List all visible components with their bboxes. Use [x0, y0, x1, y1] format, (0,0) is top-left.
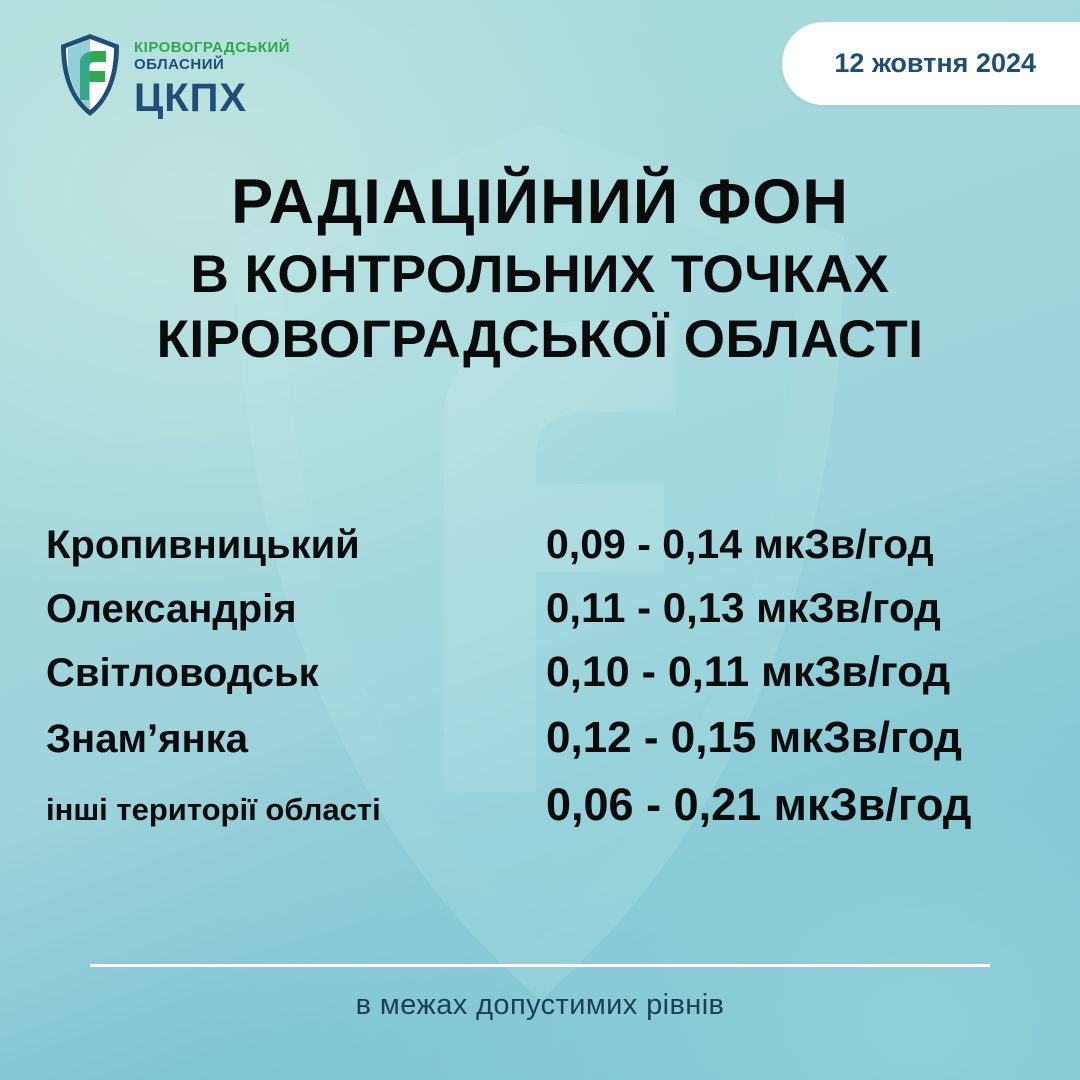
reading-value: 0,11 - 0,13 мкЗв/год: [546, 584, 941, 632]
reading-location: Світловодськ: [46, 651, 319, 696]
reading-location: Кропивницький: [46, 523, 360, 567]
reading-value: 0,12 - 0,15 мкЗв/год: [546, 713, 962, 763]
reading-value: 0,10 - 0,11 мкЗв/год: [546, 648, 951, 697]
logo-wordmark: [134, 32, 290, 118]
logo-line2: ОБЛАСНИЙ: [134, 55, 225, 73]
table-row: [46, 778, 1034, 831]
footer-divider: [90, 964, 990, 967]
title-line-1: РАДІАЦІЙНИЙ ФОН: [231, 167, 849, 237]
table-row: [46, 520, 1034, 569]
title-line-3: КІРОВОГРАДСЬКОЇ ОБЛАСТІ: [156, 310, 924, 370]
logo-line1: КІРОВОГРАДСЬКИЙ: [134, 39, 291, 56]
footer-note: в межах допустимих рівнів: [355, 989, 725, 1021]
shield-logo-icon: [58, 32, 122, 118]
date-badge: 12 жовтня 2024: [782, 22, 1080, 105]
table-row: [46, 583, 1034, 633]
title-line-2: В КОНТРОЛЬНИХ ТОЧКАХ: [190, 245, 890, 305]
page-title: [0, 168, 1080, 372]
reading-value: 0,09 - 0,14 мкЗв/год: [546, 521, 934, 567]
organization-logo: [58, 32, 290, 118]
reading-value: 0,06 - 0,21 мкЗв/год: [546, 779, 972, 831]
readings-table: [0, 520, 1080, 845]
reading-location: Олександрія: [46, 587, 297, 632]
reading-location: Знам’янка: [46, 717, 248, 762]
table-row: [46, 647, 1034, 698]
footer: [0, 964, 1080, 1022]
logo-abbreviation: ЦКПХ: [134, 75, 248, 120]
reading-location: інші території області: [46, 792, 381, 828]
table-row: [46, 712, 1034, 764]
